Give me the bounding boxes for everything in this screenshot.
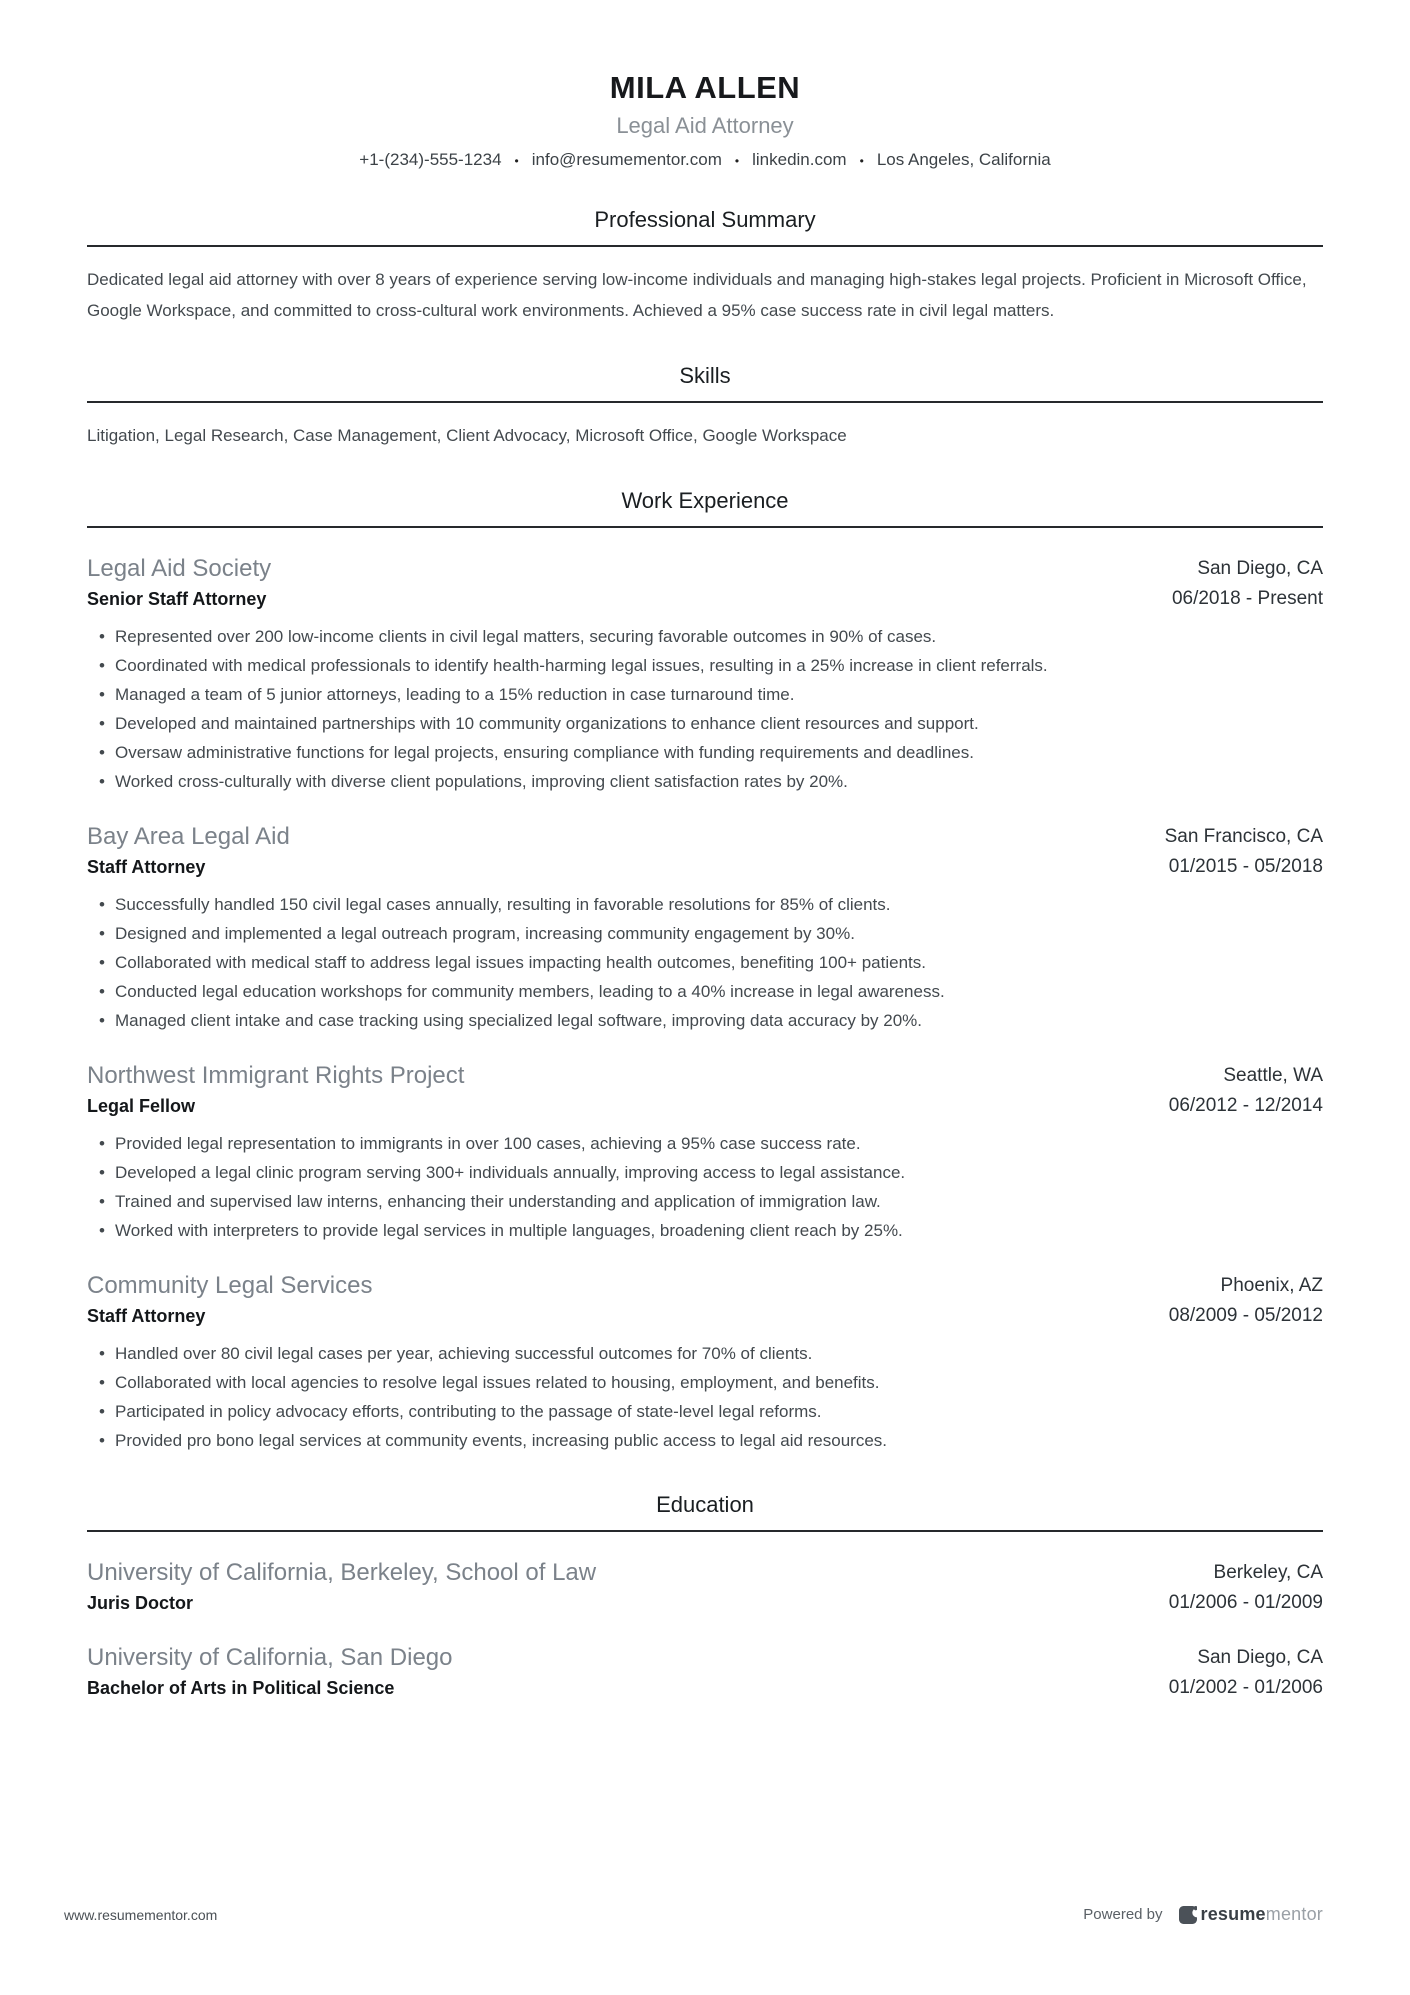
section-title-work: Work Experience: [621, 488, 789, 513]
bullet-item: • Collaborated with medical staff to address legal issues impacting health outcomes, benefiting 100+ patients.: [87, 948, 1323, 977]
school-name: University of California, Berkeley, School of Law: [87, 1559, 597, 1586]
company-name: Bay Area Legal Aid: [87, 823, 290, 850]
job-role: Staff Attorney: [87, 857, 206, 877]
job-entry: [87, 1059, 1323, 1245]
skills-text: Litigation, Legal Research, Case Management, Client Advocacy, Microsoft Office, Google Workspace: [87, 426, 847, 445]
degree-name: Bachelor of Arts in Political Science: [87, 1678, 395, 1698]
bullet-marker: •: [99, 924, 105, 943]
bullet-item: • Handled over 80 civil legal cases per year, achieving successful outcomes for 70% of clients.: [87, 1339, 1323, 1368]
company-name: Legal Aid Society: [87, 555, 272, 582]
job-header: [87, 552, 1323, 613]
bullet-marker: •: [99, 1402, 105, 1421]
brand-text-resume: resume: [1200, 1904, 1266, 1924]
school-location: Berkeley, CA: [1213, 1562, 1323, 1583]
section-title-summary: Professional Summary: [594, 207, 816, 232]
bullet-marker: •: [99, 953, 105, 972]
job-header: [87, 1059, 1323, 1120]
dot-separator: •: [514, 154, 519, 168]
bullet-item: • Successfully handled 150 civil legal cases annually, resulting in favorable resolutions for 85% of clients.: [87, 890, 1323, 919]
job-location: San Diego, CA: [1197, 558, 1323, 579]
bullet-item: • Managed client intake and case tracking using specialized legal software, improving data accuracy by 20%.: [87, 1006, 1323, 1035]
bullet-marker: •: [99, 895, 105, 914]
bullet-marker: •: [99, 1344, 105, 1363]
bullet-item: • Collaborated with local agencies to resolve legal issues related to housing, employment, and benefits.: [87, 1368, 1323, 1397]
bullet-item: • Provided legal representation to immigrants in over 100 cases, achieving a 95% case success rate.: [87, 1129, 1323, 1158]
job-role: Legal Fellow: [87, 1096, 196, 1116]
job-role: Senior Staff Attorney: [87, 589, 267, 609]
job-bullet-list: [87, 622, 1323, 796]
job-dates: 06/2018 - Present: [1171, 588, 1323, 609]
section-work-experience: [87, 488, 1323, 1455]
job-location: San Francisco, CA: [1164, 826, 1323, 847]
job-bullet-list: [87, 1339, 1323, 1455]
bullet-marker: •: [99, 1431, 105, 1450]
resumementor-logo-icon: [1179, 1906, 1197, 1924]
bullet-item: • Conducted legal education workshops for community members, leading to a 40% increase in legal awareness.: [87, 977, 1323, 1006]
bullet-item: • Trained and supervised law interns, enhancing their understanding and application of immigration law.: [87, 1187, 1323, 1216]
bullet-marker: •: [99, 772, 105, 791]
brand-link[interactable]: [1179, 1904, 1323, 1925]
contact-email[interactable]: info@resumementor.com: [531, 150, 722, 169]
job-role: Staff Attorney: [87, 1306, 206, 1326]
job-header: [87, 1269, 1323, 1330]
bullet-marker: •: [99, 656, 105, 675]
education-dates: 01/2006 - 01/2009: [1168, 1592, 1323, 1613]
bullet-item: • Developed a legal clinic program serving 300+ individuals annually, improving access to legal assistance.: [87, 1158, 1323, 1187]
section-skills: [87, 363, 1323, 451]
bullet-marker: •: [99, 1373, 105, 1392]
bullet-marker: •: [99, 1192, 105, 1211]
dot-separator: •: [859, 154, 864, 168]
job-dates: 06/2012 - 12/2014: [1168, 1095, 1323, 1116]
bullet-item: • Developed and maintained partnerships with 10 community organizations to enhance client resources and support.: [87, 709, 1323, 738]
contact-line: [87, 150, 1323, 170]
page-footer: [0, 1904, 1410, 1925]
bullet-item: • Provided pro bono legal services at community events, increasing public access to legal aid resources.: [87, 1426, 1323, 1455]
bullet-item: • Worked with interpreters to provide legal services in multiple languages, broadening client reach by 25%.: [87, 1216, 1323, 1245]
candidate-name: MILA ALLEN: [609, 70, 801, 105]
bullet-marker: •: [99, 743, 105, 762]
job-entry: [87, 820, 1323, 1035]
bullet-marker: •: [99, 1221, 105, 1240]
company-name: Northwest Immigrant Rights Project: [87, 1062, 465, 1089]
site-link[interactable]: www.resumementor.com: [64, 1906, 218, 1923]
candidate-title: Legal Aid Attorney: [616, 113, 794, 138]
education-entry: [87, 1641, 1323, 1702]
section-summary: [87, 207, 1323, 326]
job-dates: 08/2009 - 05/2012: [1168, 1305, 1323, 1326]
contact-phone[interactable]: +1-(234)-555-1234: [359, 150, 502, 169]
job-dates: 01/2015 - 05/2018: [1168, 856, 1323, 877]
summary-text: Dedicated legal aid attorney with over 8 years of experience serving low-income individuals and managing high-stakes legal projects. Proficient in Microsoft Office, Google Workspace, and committed to cross-cultural work environments. Achieved a 95% case success rate in civil legal matters.: [87, 270, 1307, 320]
bullet-item: • Represented over 200 low-income clients in civil legal matters, securing favorable outcomes in 90% of cases.: [87, 622, 1323, 651]
section-divider: [87, 245, 1323, 247]
section-education: [87, 1492, 1323, 1702]
job-bullet-list: [87, 1129, 1323, 1245]
bullet-item: • Coordinated with medical professionals to identify health-harming legal issues, resulting in a 25% increase in client referrals.: [87, 651, 1323, 680]
section-divider: [87, 1530, 1323, 1532]
degree-name: Juris Doctor: [87, 1593, 194, 1613]
bullet-item: • Designed and implemented a legal outreach program, increasing community engagement by 30%.: [87, 919, 1323, 948]
section-title-skills: Skills: [679, 363, 731, 388]
bullet-marker: •: [99, 627, 105, 646]
contact-linkedin[interactable]: linkedin.com: [752, 150, 847, 169]
bullet-marker: •: [99, 1163, 105, 1182]
school-name: University of California, San Diego: [87, 1644, 453, 1671]
job-location: Phoenix, AZ: [1220, 1275, 1323, 1296]
powered-by-label: Powered by: [1083, 1906, 1163, 1923]
bullet-item: • Oversaw administrative functions for legal projects, ensuring compliance with funding requirements and deadlines.: [87, 738, 1323, 767]
job-bullet-list: [87, 890, 1323, 1035]
bullet-item: • Worked cross-culturally with diverse client populations, improving client satisfaction rates by 20%.: [87, 767, 1323, 796]
bullet-marker: •: [99, 1011, 105, 1030]
job-entry: [87, 552, 1323, 796]
section-divider: [87, 401, 1323, 403]
brand-text-mentor: mentor: [1265, 1904, 1323, 1924]
bullet-item: • Participated in policy advocacy efforts, contributing to the passage of state-level legal reforms.: [87, 1397, 1323, 1426]
section-title-education: Education: [656, 1492, 754, 1517]
company-name: Community Legal Services: [87, 1272, 373, 1299]
bullet-marker: •: [99, 714, 105, 733]
section-divider: [87, 526, 1323, 528]
dot-separator: •: [734, 154, 740, 168]
bullet-marker: •: [99, 1134, 105, 1153]
bullet-marker: •: [99, 982, 105, 1001]
education-dates: 01/2002 - 01/2006: [1168, 1677, 1323, 1698]
job-header: [87, 820, 1323, 881]
education-entry: [87, 1556, 1323, 1617]
job-location: Seattle, WA: [1223, 1065, 1323, 1086]
resume-header: [87, 70, 1323, 170]
bullet-marker: •: [99, 685, 105, 704]
contact-location: Los Angeles, California: [876, 150, 1051, 169]
bullet-item: • Managed a team of 5 junior attorneys, leading to a 15% reduction in case turnaround time.: [87, 680, 1323, 709]
brand-text: [1201, 1904, 1323, 1925]
school-location: San Diego, CA: [1197, 1647, 1323, 1668]
job-entry: [87, 1269, 1323, 1455]
powered-by: [1083, 1904, 1323, 1925]
